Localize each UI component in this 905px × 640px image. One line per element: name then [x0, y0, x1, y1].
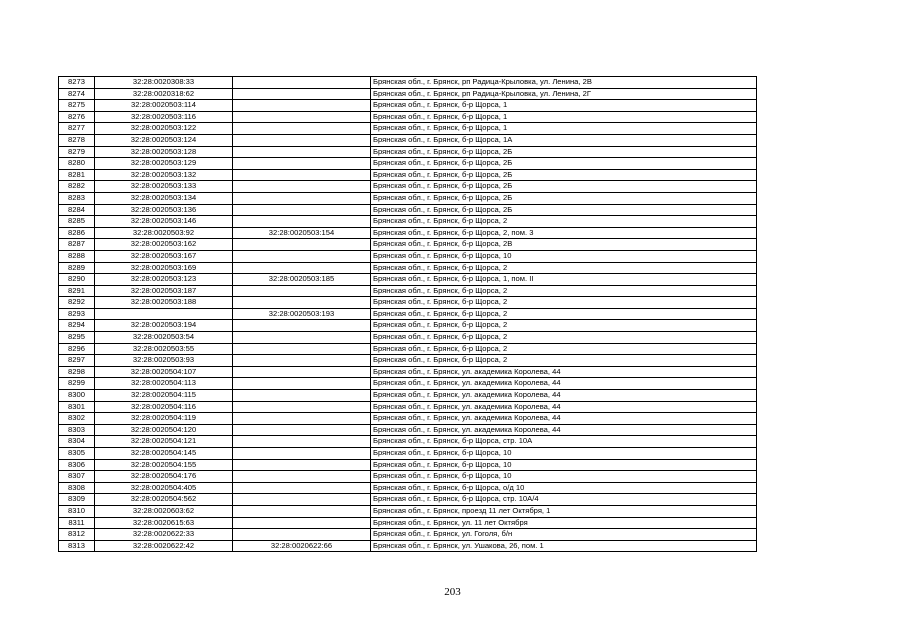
- table-row: [59, 169, 757, 181]
- row-number-cell: 8275: [59, 100, 95, 112]
- address-cell: Брянская обл., г. Брянск, ул. Гоголя, б/н: [371, 529, 757, 541]
- table-row: [59, 239, 757, 251]
- row-number-cell: 8289: [59, 262, 95, 274]
- parent-cadastral-number-cell: [233, 216, 371, 228]
- address-cell: Брянская обл., г. Брянск, ул. академика Королева, 44: [371, 424, 757, 436]
- table-row: [59, 274, 757, 286]
- cadastral-number-cell: 32:28:0020503:194: [95, 320, 233, 332]
- table-row: [59, 146, 757, 158]
- cadastral-number-cell: [95, 308, 233, 320]
- table-body: [59, 77, 757, 552]
- row-number-cell: 8280: [59, 158, 95, 170]
- cadastral-number-cell: 32:28:0020615:63: [95, 517, 233, 529]
- table-row: [59, 320, 757, 332]
- table-row: [59, 448, 757, 460]
- row-number-cell: 8309: [59, 494, 95, 506]
- parent-cadastral-number-cell: [233, 448, 371, 460]
- table-row: [59, 517, 757, 529]
- cadastral-number-cell: 32:28:0020503:123: [95, 274, 233, 286]
- table-row: [59, 123, 757, 135]
- table-row: [59, 471, 757, 483]
- cadastral-number-cell: 32:28:0020503:134: [95, 192, 233, 204]
- parent-cadastral-number-cell: [233, 169, 371, 181]
- parent-cadastral-number-cell: [233, 529, 371, 541]
- row-number-cell: 8304: [59, 436, 95, 448]
- cadastral-number-cell: 32:28:0020503:188: [95, 297, 233, 309]
- row-number-cell: 8292: [59, 297, 95, 309]
- row-number-cell: 8303: [59, 424, 95, 436]
- address-cell: Брянская обл., г. Брянск, б-р Щорса, 2В: [371, 239, 757, 251]
- parent-cadastral-number-cell: 32:28:0020503:154: [233, 227, 371, 239]
- property-register-table: [58, 76, 757, 552]
- address-cell: Брянская обл., г. Брянск, ул. Ушакова, 26, пом. 1: [371, 540, 757, 552]
- table-row: [59, 204, 757, 216]
- parent-cadastral-number-cell: [233, 77, 371, 89]
- address-cell: Брянская обл., г. Брянск, ул. академика Королева, 44: [371, 378, 757, 390]
- address-cell: Брянская обл., г. Брянск, б-р Щорса, 10: [371, 471, 757, 483]
- row-number-cell: 8282: [59, 181, 95, 193]
- cadastral-number-cell: 32:28:0020503:93: [95, 355, 233, 367]
- table-row: [59, 424, 757, 436]
- table-row: [59, 216, 757, 228]
- parent-cadastral-number-cell: [233, 413, 371, 425]
- table-row: [59, 332, 757, 344]
- cadastral-number-cell: 32:28:0020503:132: [95, 169, 233, 181]
- row-number-cell: 8307: [59, 471, 95, 483]
- cadastral-number-cell: 32:28:0020504:120: [95, 424, 233, 436]
- address-cell: Брянская обл., г. Брянск, б-р Щорса, 1: [371, 123, 757, 135]
- table-row: [59, 343, 757, 355]
- table-row: [59, 100, 757, 112]
- table-row: [59, 529, 757, 541]
- cadastral-number-cell: 32:28:0020504:107: [95, 366, 233, 378]
- row-number-cell: 8291: [59, 285, 95, 297]
- parent-cadastral-number-cell: [233, 181, 371, 193]
- cadastral-number-cell: 32:28:0020503:55: [95, 343, 233, 355]
- row-number-cell: 8277: [59, 123, 95, 135]
- address-cell: Брянская обл., г. Брянск, б-р Щорса, 2: [371, 343, 757, 355]
- table-row: [59, 88, 757, 100]
- cadastral-number-cell: 32:28:0020503:167: [95, 250, 233, 262]
- table-row: [59, 285, 757, 297]
- parent-cadastral-number-cell: [233, 88, 371, 100]
- parent-cadastral-number-cell: [233, 424, 371, 436]
- address-cell: Брянская обл., г. Брянск, б-р Щорса, 2: [371, 262, 757, 274]
- parent-cadastral-number-cell: [233, 204, 371, 216]
- parent-cadastral-number-cell: [233, 158, 371, 170]
- parent-cadastral-number-cell: 32:28:0020503:185: [233, 274, 371, 286]
- row-number-cell: 8298: [59, 366, 95, 378]
- cadastral-number-cell: 32:28:0020503:162: [95, 239, 233, 251]
- table-row: [59, 355, 757, 367]
- cadastral-number-cell: 32:28:0020504:562: [95, 494, 233, 506]
- row-number-cell: 8284: [59, 204, 95, 216]
- row-number-cell: 8305: [59, 448, 95, 460]
- row-number-cell: 8306: [59, 459, 95, 471]
- table-row: [59, 366, 757, 378]
- cadastral-number-cell: 32:28:0020504:405: [95, 482, 233, 494]
- cadastral-number-cell: 32:28:0020503:129: [95, 158, 233, 170]
- parent-cadastral-number-cell: [233, 482, 371, 494]
- parent-cadastral-number-cell: 32:28:0020503:193: [233, 308, 371, 320]
- row-number-cell: 8313: [59, 540, 95, 552]
- row-number-cell: 8287: [59, 239, 95, 251]
- cadastral-number-cell: 32:28:0020503:136: [95, 204, 233, 216]
- row-number-cell: 8302: [59, 413, 95, 425]
- row-number-cell: 8281: [59, 169, 95, 181]
- parent-cadastral-number-cell: [233, 471, 371, 483]
- cadastral-number-cell: 32:28:0020503:124: [95, 134, 233, 146]
- address-cell: Брянская обл., г. Брянск, б-р Щорса, 2: [371, 285, 757, 297]
- parent-cadastral-number-cell: [233, 332, 371, 344]
- row-number-cell: 8276: [59, 111, 95, 123]
- address-cell: Брянская обл., г. Брянск, б-р Щорса, 2: [371, 308, 757, 320]
- cadastral-number-cell: 32:28:0020503:116: [95, 111, 233, 123]
- cadastral-number-cell: 32:28:0020504:119: [95, 413, 233, 425]
- address-cell: Брянская обл., г. Брянск, б-р Щорса, 2: [371, 320, 757, 332]
- row-number-cell: 8286: [59, 227, 95, 239]
- parent-cadastral-number-cell: [233, 262, 371, 274]
- parent-cadastral-number-cell: [233, 250, 371, 262]
- parent-cadastral-number-cell: [233, 285, 371, 297]
- cadastral-number-cell: 32:28:0020504:116: [95, 401, 233, 413]
- address-cell: Брянская обл., г. Брянск, б-р Щорса, 2Б: [371, 169, 757, 181]
- row-number-cell: 8311: [59, 517, 95, 529]
- parent-cadastral-number-cell: [233, 505, 371, 517]
- address-cell: Брянская обл., г. Брянск, б-р Щорса, стр. 10А: [371, 436, 757, 448]
- parent-cadastral-number-cell: [233, 123, 371, 135]
- table-row: [59, 111, 757, 123]
- table-row: [59, 378, 757, 390]
- cadastral-number-cell: 32:28:0020503:187: [95, 285, 233, 297]
- address-cell: Брянская обл., г. Брянск, ул. академика Королева, 44: [371, 413, 757, 425]
- address-cell: Брянская обл., г. Брянск, ул. академика Королева, 44: [371, 390, 757, 402]
- row-number-cell: 8288: [59, 250, 95, 262]
- address-cell: Брянская обл., г. Брянск, б-р Щорса, 1: [371, 100, 757, 112]
- row-number-cell: 8312: [59, 529, 95, 541]
- parent-cadastral-number-cell: 32:28:0020622:66: [233, 540, 371, 552]
- row-number-cell: 8296: [59, 343, 95, 355]
- row-number-cell: 8294: [59, 320, 95, 332]
- address-cell: Брянская обл., г. Брянск, б-р Щорса, 2Б: [371, 146, 757, 158]
- address-cell: Брянская обл., г. Брянск, б-р Щорса, 2Б: [371, 204, 757, 216]
- address-cell: Брянская обл., г. Брянск, ул. 11 лет Октября: [371, 517, 757, 529]
- table-row: [59, 227, 757, 239]
- row-number-cell: 8308: [59, 482, 95, 494]
- table-row: [59, 413, 757, 425]
- parent-cadastral-number-cell: [233, 517, 371, 529]
- parent-cadastral-number-cell: [233, 134, 371, 146]
- parent-cadastral-number-cell: [233, 146, 371, 158]
- parent-cadastral-number-cell: [233, 366, 371, 378]
- parent-cadastral-number-cell: [233, 355, 371, 367]
- address-cell: Брянская обл., г. Брянск, ул. академика Королева, 44: [371, 401, 757, 413]
- address-cell: Брянская обл., г. Брянск, б-р Щорса, 10: [371, 459, 757, 471]
- address-cell: Брянская обл., г. Брянск, б-р Щорса, 10: [371, 250, 757, 262]
- address-cell: Брянская обл., г. Брянск, б-р Щорса, 10: [371, 448, 757, 460]
- table-row: [59, 250, 757, 262]
- cadastral-number-cell: 32:28:0020622:33: [95, 529, 233, 541]
- parent-cadastral-number-cell: [233, 343, 371, 355]
- row-number-cell: 8310: [59, 505, 95, 517]
- cadastral-number-cell: 32:28:0020503:54: [95, 332, 233, 344]
- address-cell: Брянская обл., г. Брянск, б-р Щорса, 2: [371, 332, 757, 344]
- row-number-cell: 8279: [59, 146, 95, 158]
- table-row: [59, 494, 757, 506]
- parent-cadastral-number-cell: [233, 320, 371, 332]
- table-row: [59, 262, 757, 274]
- cadastral-number-cell: 32:28:0020504:176: [95, 471, 233, 483]
- address-cell: Брянская обл., г. Брянск, б-р Щорса, 2Б: [371, 192, 757, 204]
- parent-cadastral-number-cell: [233, 401, 371, 413]
- cadastral-number-cell: 32:28:0020503:92: [95, 227, 233, 239]
- row-number-cell: 8283: [59, 192, 95, 204]
- table-row: [59, 482, 757, 494]
- address-cell: Брянская обл., г. Брянск, б-р Щорса, 1: [371, 111, 757, 123]
- row-number-cell: 8301: [59, 401, 95, 413]
- page-number: 203: [444, 586, 461, 598]
- parent-cadastral-number-cell: [233, 111, 371, 123]
- cadastral-number-cell: 32:28:0020504:115: [95, 390, 233, 402]
- table-row: [59, 77, 757, 89]
- row-number-cell: 8273: [59, 77, 95, 89]
- row-number-cell: 8285: [59, 216, 95, 228]
- row-number-cell: 8299: [59, 378, 95, 390]
- table-row: [59, 192, 757, 204]
- address-cell: Брянская обл., г. Брянск, б-р Щорса, 2, пом. 3: [371, 227, 757, 239]
- cadastral-number-cell: 32:28:0020603:62: [95, 505, 233, 517]
- address-cell: Брянская обл., г. Брянск, б-р Щорса, о/д 10: [371, 482, 757, 494]
- cadastral-number-cell: 32:28:0020504:145: [95, 448, 233, 460]
- table-row: [59, 540, 757, 552]
- row-number-cell: 8274: [59, 88, 95, 100]
- address-cell: Брянская обл., г. Брянск, б-р Щорса, 2: [371, 355, 757, 367]
- row-number-cell: 8295: [59, 332, 95, 344]
- parent-cadastral-number-cell: [233, 297, 371, 309]
- table-row: [59, 459, 757, 471]
- address-cell: Брянская обл., г. Брянск, б-р Щорса, 2Б: [371, 158, 757, 170]
- address-cell: Брянская обл., г. Брянск, проезд 11 лет Октября, 1: [371, 505, 757, 517]
- row-number-cell: 8300: [59, 390, 95, 402]
- table-row: [59, 181, 757, 193]
- table-row: [59, 297, 757, 309]
- address-cell: Брянская обл., г. Брянск, б-р Щорса, 2: [371, 297, 757, 309]
- address-cell: Брянская обл., г. Брянск, б-р Щорса, 2: [371, 216, 757, 228]
- cadastral-number-cell: 32:28:0020622:42: [95, 540, 233, 552]
- cadastral-number-cell: 32:28:0020318:62: [95, 88, 233, 100]
- cadastral-number-cell: 32:28:0020503:114: [95, 100, 233, 112]
- table-row: [59, 308, 757, 320]
- address-cell: Брянская обл., г. Брянск, рп Радица-Крыловка, ул. Ленина, 2В: [371, 77, 757, 89]
- cadastral-number-cell: 32:28:0020503:122: [95, 123, 233, 135]
- row-number-cell: 8290: [59, 274, 95, 286]
- row-number-cell: 8297: [59, 355, 95, 367]
- parent-cadastral-number-cell: [233, 494, 371, 506]
- cadastral-number-cell: 32:28:0020503:169: [95, 262, 233, 274]
- cadastral-number-cell: 32:28:0020504:155: [95, 459, 233, 471]
- table-row: [59, 390, 757, 402]
- parent-cadastral-number-cell: [233, 192, 371, 204]
- address-cell: Брянская обл., г. Брянск, б-р Щорса, 1, пом. II: [371, 274, 757, 286]
- parent-cadastral-number-cell: [233, 390, 371, 402]
- parent-cadastral-number-cell: [233, 100, 371, 112]
- address-cell: Брянская обл., г. Брянск, рп Радица-Крыловка, ул. Ленина, 2Г: [371, 88, 757, 100]
- table-row: [59, 158, 757, 170]
- row-number-cell: 8293: [59, 308, 95, 320]
- row-number-cell: 8278: [59, 134, 95, 146]
- table-row: [59, 401, 757, 413]
- cadastral-number-cell: 32:28:0020503:128: [95, 146, 233, 158]
- address-cell: Брянская обл., г. Брянск, б-р Щорса, 2Б: [371, 181, 757, 193]
- table-row: [59, 505, 757, 517]
- parent-cadastral-number-cell: [233, 436, 371, 448]
- parent-cadastral-number-cell: [233, 239, 371, 251]
- address-cell: Брянская обл., г. Брянск, б-р Щорса, 1А: [371, 134, 757, 146]
- cadastral-number-cell: 32:28:0020503:133: [95, 181, 233, 193]
- address-cell: Брянская обл., г. Брянск, б-р Щорса, стр. 10А/4: [371, 494, 757, 506]
- cadastral-number-cell: 32:28:0020503:146: [95, 216, 233, 228]
- cadastral-number-cell: 32:28:0020504:121: [95, 436, 233, 448]
- parent-cadastral-number-cell: [233, 459, 371, 471]
- parent-cadastral-number-cell: [233, 378, 371, 390]
- table-row: [59, 134, 757, 146]
- address-cell: Брянская обл., г. Брянск, ул. академика Королева, 44: [371, 366, 757, 378]
- cadastral-number-cell: 32:28:0020308:33: [95, 77, 233, 89]
- table-row: [59, 436, 757, 448]
- cadastral-number-cell: 32:28:0020504:113: [95, 378, 233, 390]
